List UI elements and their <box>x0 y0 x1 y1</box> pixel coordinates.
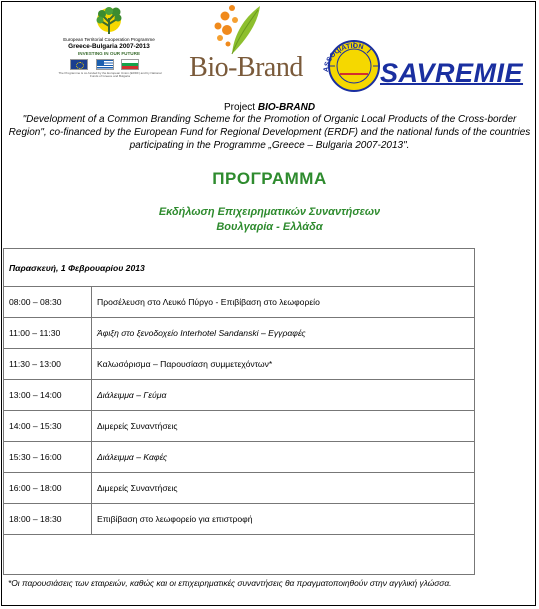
project-prefix: Project <box>223 102 256 113</box>
activity-cell: Προσέλευση στο Λευκό Πύργο - Επιβίβαση στο λεωφορείο <box>92 287 475 318</box>
leaf-and-dots-icon <box>208 4 264 58</box>
time-cell: 16:00 – 18:00 <box>4 473 92 504</box>
activity-cell: Καλωσόρισμα – Παρουσίαση συμμετεχόντων* <box>92 349 475 380</box>
activity-cell: Διάλειμμα – Γεύμα <box>92 380 475 411</box>
activity-cell: Επιβίβαση στο λεωφορείο για επιστροφή <box>92 504 475 535</box>
savremie-name: SAVREMIE <box>380 58 524 88</box>
table-row <box>4 287 475 318</box>
activity-cell: Διμερείς Συναντήσεις <box>92 473 475 504</box>
time-cell: 18:00 – 18:30 <box>4 504 92 535</box>
greek-flag-icon <box>96 59 114 70</box>
time-cell: 11:00 – 11:30 <box>4 318 92 349</box>
table-row <box>4 380 475 411</box>
tree-icon <box>84 6 134 36</box>
activity-cell: Άφιξη στο ξενοδοχείο Interhotel Sandanski – Εγγραφές <box>92 318 475 349</box>
bio-brand-logo <box>184 4 308 82</box>
time-cell: 11:30 – 13:00 <box>4 349 92 380</box>
bulgarian-flag-icon <box>121 59 139 70</box>
page-title: ΠΡΟΓΡΑΜΜΑ <box>212 169 327 188</box>
project-description: "Development of a Common Branding Scheme for the Promotion of Organic Local Products of the Cross-border Region", co-financed by the European Fund for Regional Development (ERDF) and the national funds of the countries participating in the Programme „Greece – Bulgaria 2007-2013". <box>8 114 531 151</box>
time-cell: 08:00 – 08:30 <box>4 287 92 318</box>
schedule-table <box>3 248 475 575</box>
eu-fine-print: The Programme is co-funded by the European Union (ERDF) and by National Funds of Greece and Bulgaria <box>58 71 162 78</box>
event-countries: Βουλγαρία - Ελλάδα <box>216 221 323 233</box>
eu-programme-logo <box>48 6 170 76</box>
eu-flag-icon <box>70 59 88 70</box>
activity-cell: Διάλειμμα – Καφές <box>92 442 475 473</box>
table-row <box>4 473 475 504</box>
eu-motto: INVESTING IN OUR FUTURE <box>77 51 141 56</box>
table-row <box>4 504 475 535</box>
project-name: BIO-BRAND <box>257 102 316 113</box>
day-row <box>4 249 475 287</box>
eu-programme-line: European Territorial Cooperation Programme <box>63 37 155 42</box>
table-row <box>4 318 475 349</box>
savremie-logo <box>318 36 524 92</box>
empty-row <box>4 535 475 575</box>
table-row <box>4 411 475 442</box>
activity-cell: Διμερείς Συναντήσεις <box>92 411 475 442</box>
time-cell: 13:00 – 14:00 <box>4 380 92 411</box>
eu-programme-name: Greece-Bulgaria 2007-2013 <box>68 43 150 50</box>
savremie-arc-text: ASSOCIATION <box>322 42 365 73</box>
table-row <box>4 349 475 380</box>
day-cell: Παρασκευή, 1 Φεβρουαρίου 2013 <box>4 249 475 287</box>
table-row <box>4 442 475 473</box>
time-cell: 14:00 – 15:30 <box>4 411 92 442</box>
bio-brand-wordmark: Bio-Brand <box>189 52 303 83</box>
time-cell: 15:30 – 16:00 <box>4 442 92 473</box>
footnote: *Οι παρουσιάσεις των εταιρειών, καθώς και οι επιχειρηματικές συναντήσεις θα πραγματοποιηθούν στην αγγλική γλώσσα. <box>8 578 452 588</box>
event-subtitle: Εκδήλωση Επιχειρηματικών Συναντήσεων <box>158 206 381 218</box>
empty-cell <box>4 535 475 575</box>
